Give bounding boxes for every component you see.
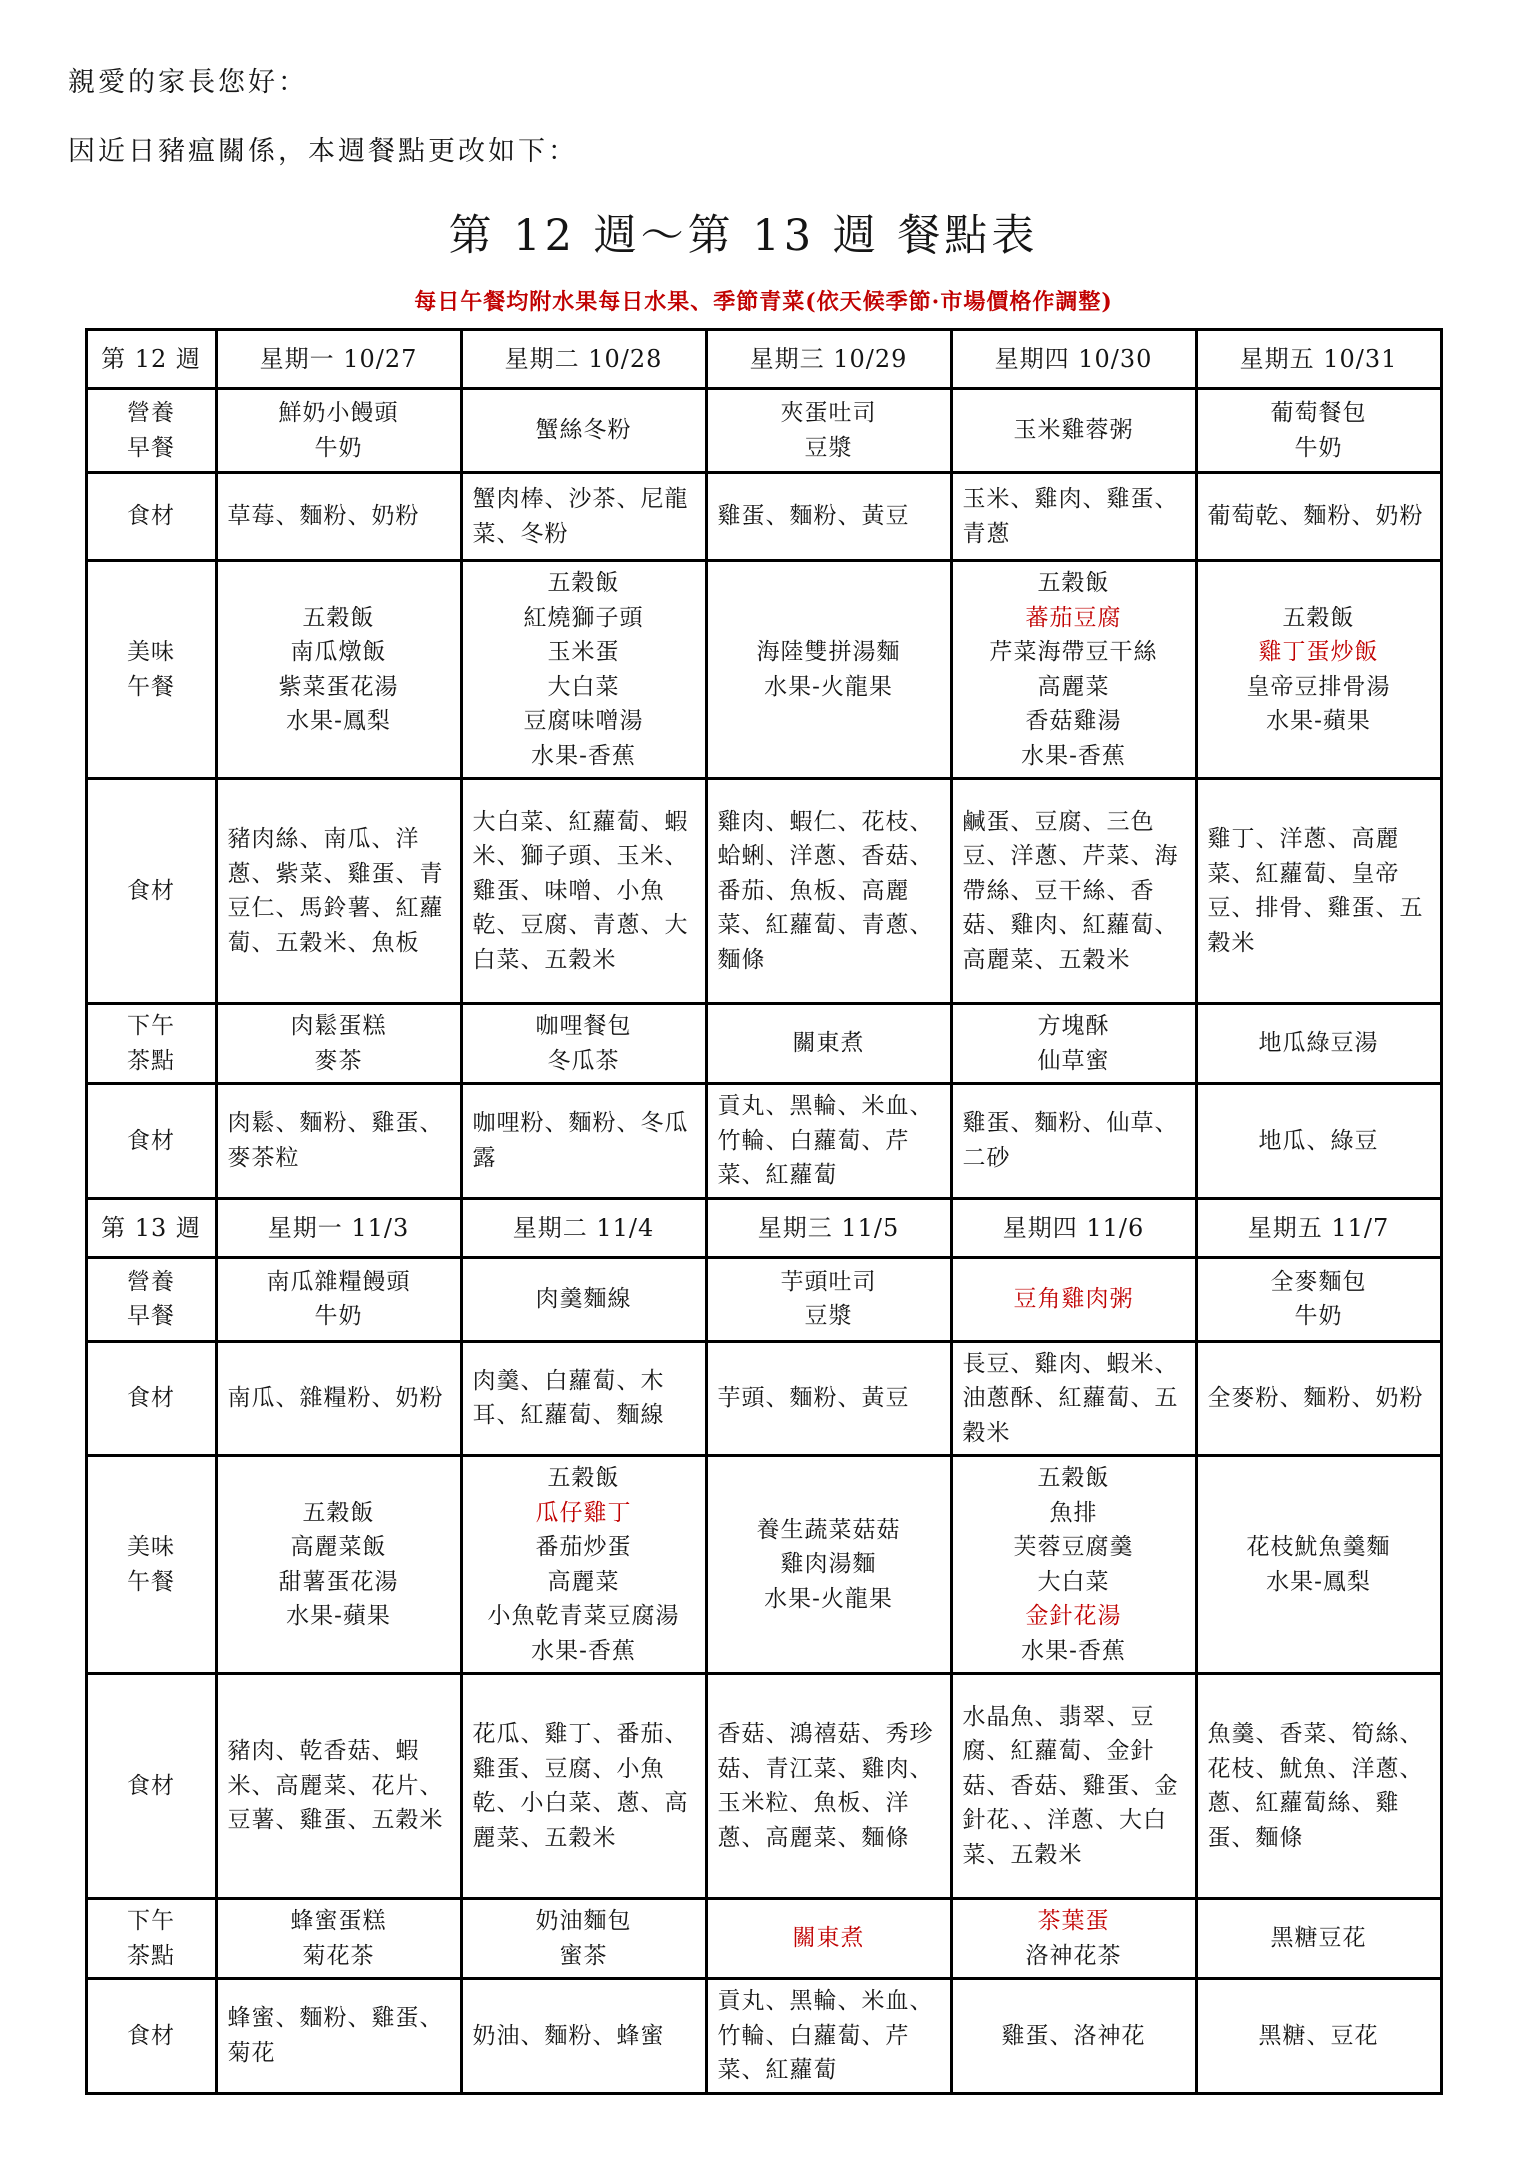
menu-cell xyxy=(951,473,1196,561)
menu-item: 香菇雞湯 xyxy=(1025,708,1122,734)
menu-cell xyxy=(461,1674,706,1899)
menu-item: 夾蛋吐司 xyxy=(780,400,877,426)
menu-cell xyxy=(461,473,706,561)
menu-cell xyxy=(1196,1899,1441,1979)
menu-item: 五穀飯 xyxy=(302,1499,375,1526)
menu-cell xyxy=(216,1004,461,1084)
menu-item: 玉米、雞肉、雞蛋、青蔥 xyxy=(962,486,1179,547)
menu-item: 蜂蜜、麵粉、雞蛋、菊花 xyxy=(227,2005,444,2066)
menu-cell xyxy=(1196,1979,1441,2094)
menu-cell xyxy=(951,1084,1196,1199)
menu-item: 水果-鳳梨 xyxy=(1266,1568,1371,1595)
menu-item: 魚羹、香菜、筍絲、花枝、魷魚、洋蔥、蔥、紅蘿蔔絲、雞蛋、麵條 xyxy=(1207,1721,1424,1851)
row-label-lunch: 美味 午餐 xyxy=(86,561,216,779)
menu-item: 咖哩餐包 xyxy=(535,1013,632,1039)
menu-cell xyxy=(706,1456,951,1674)
day-header: 星期三 10/29 xyxy=(706,330,951,389)
menu-item: 鮮奶小饅頭 xyxy=(278,400,399,426)
menu-cell xyxy=(706,473,951,561)
week-1-row-snack xyxy=(86,1004,1441,1084)
day-header: 星期一 10/27 xyxy=(216,330,461,389)
week-label: 第 13 週 xyxy=(86,1198,216,1257)
week-1-row-ing-snack xyxy=(86,1084,1441,1199)
week-1-row-lunch xyxy=(86,561,1441,779)
menu-item: 豆漿 xyxy=(804,1303,853,1329)
menu-item: 奶油、麵粉、蜂蜜 xyxy=(472,2022,665,2049)
menu-item: 蜂蜜蛋糕 xyxy=(290,1908,387,1934)
menu-item: 香菇、鴻禧菇、秀珍菇、青江菜、雞肉、玉米粒、魚板、洋蔥、高麗菜、麵條 xyxy=(717,1721,934,1851)
row-label-breakfast: 營養 早餐 xyxy=(86,389,216,473)
menu-cell xyxy=(706,1899,951,1979)
greeting-line-1: 親愛的家長您好： xyxy=(68,67,308,98)
menu-cell xyxy=(1196,1674,1441,1899)
menu-item: 肉鬆、麵粉、雞蛋、麥茶粒 xyxy=(227,1110,444,1171)
menu-item: 肉鬆蛋糕 xyxy=(290,1013,387,1039)
day-header: 星期二 10/28 xyxy=(461,330,706,389)
menu-cell xyxy=(461,1341,706,1456)
menu-item: 五穀飯 xyxy=(547,1465,620,1491)
menu-item: 麥茶 xyxy=(314,1047,363,1074)
menu-item: 葡萄餐包 xyxy=(1270,400,1367,426)
menu-cell xyxy=(706,1257,951,1341)
menu-item: 奶油麵包 xyxy=(535,1908,632,1934)
menu-cell xyxy=(216,1899,461,1979)
menu-cell xyxy=(461,1257,706,1341)
menu-cell xyxy=(216,389,461,473)
menu-cell xyxy=(951,561,1196,779)
menu-cell xyxy=(706,1084,951,1199)
menu-item: 五穀飯 xyxy=(1037,1465,1110,1491)
menu-item: 牛奶 xyxy=(314,434,363,461)
menu-cell xyxy=(951,1899,1196,1979)
menu-cell xyxy=(461,1899,706,1979)
menu-item: 冬瓜茶 xyxy=(547,1047,620,1074)
day-header: 星期五 10/31 xyxy=(1196,330,1441,389)
menu-item: 長豆、雞肉、蝦米、油蔥酥、紅蘿蔔、五穀米 xyxy=(962,1350,1179,1446)
menu-cell xyxy=(461,779,706,1004)
row-label-breakfast: 營養 早餐 xyxy=(86,1257,216,1341)
menu-item: 水果-火龍果 xyxy=(764,1585,893,1612)
greeting-line-2: 因近日豬瘟關係，本週餐點更改如下： xyxy=(68,136,578,167)
week-label: 第 12 週 xyxy=(86,330,216,389)
menu-item: 五穀飯 xyxy=(302,604,375,631)
menu-item: 高麗菜飯 xyxy=(290,1534,387,1560)
day-header: 星期四 10/30 xyxy=(951,330,1196,389)
menu-cell xyxy=(1196,389,1441,473)
week-2-row-ing-snack xyxy=(86,1979,1441,2094)
menu-cell xyxy=(216,1341,461,1456)
menu-item: 高麗菜 xyxy=(1037,673,1110,700)
menu-item: 大白菜 xyxy=(547,673,620,700)
menu-cell xyxy=(216,473,461,561)
highlighted-menu-item: 雞丁蛋炒飯 xyxy=(1258,639,1379,665)
menu-item: 蜜茶 xyxy=(559,1942,608,1969)
menu-item: 五穀飯 xyxy=(547,570,620,596)
row-label-ing-breakfast: 食材 xyxy=(86,473,216,561)
menu-cell xyxy=(706,1341,951,1456)
menu-item: 五穀飯 xyxy=(1282,604,1355,631)
menu-item: 芋頭吐司 xyxy=(780,1268,877,1295)
menu-item: 紅燒獅子頭 xyxy=(523,604,644,631)
menu-cell xyxy=(461,1004,706,1084)
menu-item: 水果-火龍果 xyxy=(764,673,893,700)
menu-cell xyxy=(1196,779,1441,1004)
menu-item: 花瓜、雞丁、番茄、雞蛋、豆腐、小魚乾、小白菜、蔥、高麗菜、五穀米 xyxy=(472,1721,689,1851)
menu-item: 芋頭、麵粉、黃豆 xyxy=(717,1385,910,1411)
row-label-lunch: 美味 午餐 xyxy=(86,1456,216,1674)
menu-item: 貢丸、黑輪、米血、竹輪、白蘿蔔、芹菜、紅蘿蔔 xyxy=(717,1093,934,1188)
menu-cell xyxy=(216,1979,461,2094)
menu-item: 牛奶 xyxy=(314,1303,363,1329)
menu-item: 肉羹麵線 xyxy=(535,1285,632,1312)
menu-item: 牛奶 xyxy=(1294,1303,1343,1329)
menu-cell xyxy=(1196,1084,1441,1199)
day-header: 星期一 11/3 xyxy=(216,1198,461,1257)
menu-item: 水果-香蕉 xyxy=(1021,1637,1126,1664)
menu-cell xyxy=(216,1456,461,1674)
menu-cell xyxy=(1196,1341,1441,1456)
menu-item: 芙蓉豆腐羹 xyxy=(1013,1534,1134,1560)
menu-cell xyxy=(216,779,461,1004)
menu-cell xyxy=(1196,1004,1441,1084)
menu-item: 草莓、麵粉、奶粉 xyxy=(227,503,420,530)
menu-cell xyxy=(216,1084,461,1199)
menu-cell xyxy=(461,561,706,779)
page-title: 第 12 週～第 13 週 餐點表 xyxy=(448,211,1039,261)
week-2-header-row xyxy=(86,1198,1441,1257)
menu-item: 紫菜蛋花湯 xyxy=(278,673,399,700)
menu-item: 鹹蛋、豆腐、三色豆、洋蔥、芹菜、海帶絲、豆干絲、香菇、雞肉、紅蘿蔔、高麗菜、五穀米 xyxy=(962,808,1179,973)
menu-item: 水晶魚、翡翠、豆腐、紅蘿蔔、金針菇、香菇、雞蛋、金針花、、洋蔥、大白菜、五穀米 xyxy=(962,1703,1179,1868)
menu-cell xyxy=(951,779,1196,1004)
menu-item: 豬肉絲、南瓜、洋蔥、紫菜、雞蛋、青豆仁、馬鈴薯、紅蘿蔔、五穀米、魚板 xyxy=(227,826,444,956)
menu-table-body xyxy=(86,330,1441,2094)
menu-item: 地瓜、綠豆 xyxy=(1258,1127,1379,1154)
menu-item: 雞肉、蝦仁、花枝、蛤蜊、洋蔥、香菇、番茄、魚板、高麗菜、紅蘿蔔、青蔥、麵條 xyxy=(717,808,934,973)
menu-item: 蟹肉棒、沙茶、尼龍菜、冬粉 xyxy=(472,486,689,547)
menu-cell xyxy=(216,1674,461,1899)
menu-item: 葡萄乾、麵粉、奶粉 xyxy=(1207,503,1424,530)
menu-item: 雞肉湯麵 xyxy=(780,1551,877,1578)
menu-item: 水果-香蕉 xyxy=(531,1637,636,1664)
highlighted-menu-item: 蕃茄豆腐 xyxy=(1025,604,1122,631)
menu-item: 南瓜燉飯 xyxy=(290,639,387,665)
menu-item: 五穀飯 xyxy=(1037,570,1110,596)
menu-item: 魚排 xyxy=(1049,1499,1098,1526)
menu-item: 咖哩粉、麵粉、冬瓜露 xyxy=(472,1110,689,1171)
menu-item: 雞蛋、麵粉、仙草、二砂 xyxy=(962,1110,1179,1171)
day-header: 星期二 11/4 xyxy=(461,1198,706,1257)
menu-item: 南瓜雜糧饅頭 xyxy=(266,1268,411,1295)
menu-item: 甜薯蛋花湯 xyxy=(278,1568,399,1595)
menu-item: 蟹絲冬粉 xyxy=(535,417,632,444)
highlighted-menu-item: 關東煮 xyxy=(792,1925,865,1952)
menu-item: 地瓜綠豆湯 xyxy=(1258,1030,1379,1057)
week-1-header-row xyxy=(86,330,1441,389)
highlighted-menu-item: 豆角雞肉粥 xyxy=(1013,1285,1134,1312)
menu-item: 水果-香蕉 xyxy=(531,742,636,769)
menu-item: 雞丁、洋蔥、高麗菜、紅蘿蔔、皇帝豆、排骨、雞蛋、五穀米 xyxy=(1207,826,1424,956)
menu-item: 菊花茶 xyxy=(302,1942,375,1969)
menu-cell xyxy=(706,1979,951,2094)
row-label-ing-snack: 食材 xyxy=(86,1084,216,1199)
menu-cell xyxy=(461,389,706,473)
menu-cell xyxy=(951,1341,1196,1456)
menu-item: 雞蛋、洛神花 xyxy=(1001,2022,1146,2049)
menu-cell xyxy=(1196,1257,1441,1341)
menu-item: 南瓜、雜糧粉、奶粉 xyxy=(227,1385,444,1411)
row-label-ing-snack: 食材 xyxy=(86,1979,216,2094)
row-label-snack: 下午 茶點 xyxy=(86,1899,216,1979)
menu-cell xyxy=(951,1674,1196,1899)
menu-item: 黑糖、豆花 xyxy=(1258,2022,1379,2049)
week-2-row-snack xyxy=(86,1899,1441,1979)
menu-item: 高麗菜 xyxy=(547,1568,620,1595)
menu-item: 豆漿 xyxy=(804,434,853,461)
menu-cell xyxy=(706,1674,951,1899)
menu-cell xyxy=(461,1084,706,1199)
menu-item: 水果-蘋果 xyxy=(286,1603,391,1629)
menu-item: 仙草蜜 xyxy=(1037,1047,1110,1074)
week-2-row-lunch xyxy=(86,1456,1441,1674)
menu-item: 方塊酥 xyxy=(1037,1013,1110,1039)
highlighted-menu-item: 瓜仔雞丁 xyxy=(535,1499,632,1526)
day-header: 星期四 11/6 xyxy=(951,1198,1196,1257)
menu-item: 肉羹、白蘿蔔、木耳、紅蘿蔔、麵線 xyxy=(472,1367,665,1429)
menu-item: 水果-香蕉 xyxy=(1021,742,1126,769)
menu-item: 水果-鳳梨 xyxy=(286,708,391,734)
day-header: 星期三 11/5 xyxy=(706,1198,951,1257)
menu-cell xyxy=(216,561,461,779)
menu-item: 大白菜、紅蘿蔔、蝦米、獅子頭、玉米、 雞蛋、味噌、小魚乾、豆腐、青蔥、大白菜、五穀米 xyxy=(472,808,689,973)
menu-cell xyxy=(461,1456,706,1674)
menu-item: 牛奶 xyxy=(1294,434,1343,461)
menu-item: 豆腐味噌湯 xyxy=(523,708,644,734)
menu-cell xyxy=(706,1004,951,1084)
menu-cell xyxy=(1196,1456,1441,1674)
menu-cell xyxy=(1196,561,1441,779)
day-header: 星期五 11/7 xyxy=(1196,1198,1441,1257)
week-1-row-ing-breakfast xyxy=(86,473,1441,561)
row-label-ing-lunch: 食材 xyxy=(86,1674,216,1899)
menu-item: 小魚乾青菜豆腐湯 xyxy=(487,1603,680,1629)
menu-item: 貢丸、黑輪、米血、竹輪、白蘿蔔、芹菜、紅蘿蔔 xyxy=(717,1988,934,2083)
menu-item: 花枝魷魚羹麵 xyxy=(1246,1534,1391,1560)
menu-item: 關東煮 xyxy=(792,1030,865,1057)
menu-cell xyxy=(951,1257,1196,1341)
row-label-snack: 下午 茶點 xyxy=(86,1004,216,1084)
menu-cell xyxy=(216,1257,461,1341)
menu-item: 大白菜 xyxy=(1037,1568,1110,1595)
week-2-row-ing-lunch xyxy=(86,1674,1441,1899)
menu-item: 海陸雙拼湯麵 xyxy=(756,639,901,665)
menu-cell xyxy=(951,1004,1196,1084)
week-2-row-breakfast xyxy=(86,1257,1441,1341)
menu-cell xyxy=(1196,473,1441,561)
highlighted-menu-item: 茶葉蛋 xyxy=(1037,1908,1110,1934)
menu-cell xyxy=(951,389,1196,473)
menu-item: 雞蛋、麵粉、黃豆 xyxy=(717,503,910,530)
menu-item: 芹菜海帶豆干絲 xyxy=(989,639,1158,665)
menu-cell xyxy=(461,1979,706,2094)
menu-cell xyxy=(706,389,951,473)
menu-item: 豬肉、乾香菇、蝦米、高麗菜、花片、豆薯、雞蛋、五穀米 xyxy=(227,1738,444,1834)
menu-item: 皇帝豆排骨湯 xyxy=(1246,673,1391,700)
week-1-row-ing-lunch xyxy=(86,779,1441,1004)
menu-table xyxy=(85,328,1443,2095)
menu-item: 玉米雞蓉粥 xyxy=(1013,417,1134,444)
menu-item: 洛神花茶 xyxy=(1025,1942,1122,1969)
row-label-ing-breakfast: 食材 xyxy=(86,1341,216,1456)
menu-note: 每日午餐均附水果每日水果、季節青菜(依天候季節·市場價格作調整) xyxy=(414,289,1113,315)
menu-cell xyxy=(706,561,951,779)
highlighted-menu-item: 金針花湯 xyxy=(1025,1603,1122,1629)
menu-item: 全麥麵包 xyxy=(1270,1268,1367,1295)
menu-item: 全麥粉、麵粉、奶粉 xyxy=(1207,1385,1424,1411)
menu-item: 養生蔬菜菇菇 xyxy=(756,1516,901,1543)
week-1-row-breakfast xyxy=(86,389,1441,473)
row-label-ing-lunch: 食材 xyxy=(86,779,216,1004)
menu-item: 玉米蛋 xyxy=(547,639,620,665)
menu-cell xyxy=(706,779,951,1004)
menu-cell xyxy=(951,1456,1196,1674)
menu-item: 番茄炒蛋 xyxy=(535,1534,632,1560)
menu-item: 水果-蘋果 xyxy=(1266,708,1371,734)
menu-cell xyxy=(951,1979,1196,2094)
week-2-row-ing-breakfast xyxy=(86,1341,1441,1456)
menu-item: 黑糖豆花 xyxy=(1270,1925,1367,1952)
